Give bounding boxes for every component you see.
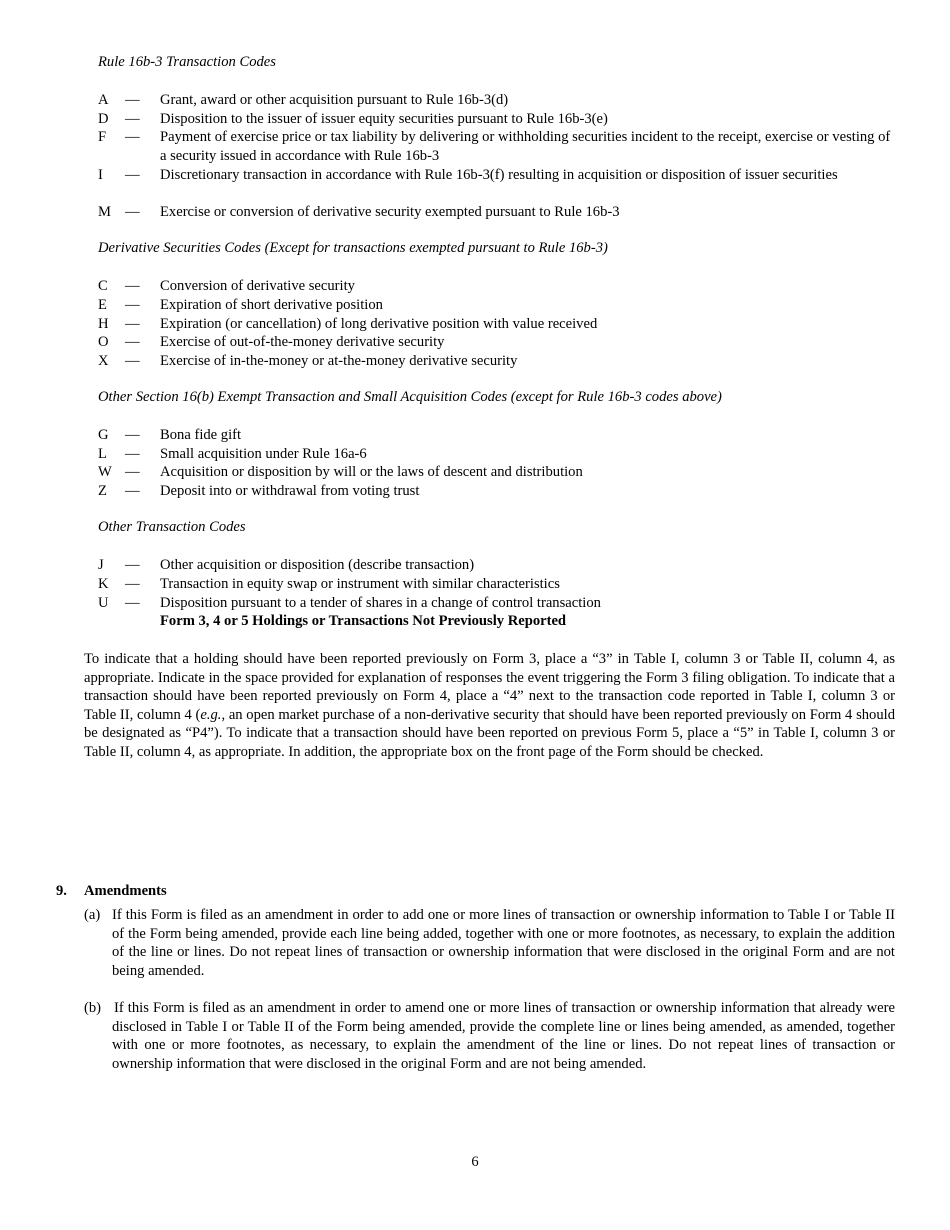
code-row-m (98, 203, 898, 222)
derivative-codes-heading: Derivative Securities Codes (Except for transactions exempted pursuant to Rule 16b-3) (98, 240, 608, 256)
code-dash: — (125, 316, 140, 332)
amendments-section-number: 9. (56, 883, 67, 899)
amendment-label: (a) (84, 907, 101, 923)
code-row-l (98, 445, 898, 464)
exempt-codes-heading: Other Section 16(b) Exempt Transaction and Small Acquisition Codes (except for Rule 16b-3 codes above) (98, 389, 722, 405)
code-letter: H (98, 316, 109, 332)
code-row-k (98, 575, 898, 594)
code-letter: M (98, 204, 111, 220)
code-description: Expiration of short derivative position (160, 297, 383, 313)
code-description: Exercise of out-of-the-money derivative security (160, 334, 445, 350)
code-description: Conversion of derivative security (160, 278, 355, 294)
code-letter: K (98, 576, 109, 592)
code-letter: F (98, 129, 107, 145)
code-row-e (98, 296, 898, 315)
code-description: Disposition pursuant to a tender of shares in a change of control transaction (160, 595, 601, 611)
code-letter: D (98, 111, 109, 127)
code-letter: Z (98, 483, 107, 499)
code-description: Exercise of in-the-money or at-the-money derivative security (160, 353, 518, 369)
code-description: Payment of exercise price or tax liability by delivering or withholding securities incident to the receipt, exercise or vesting of a security issued in accordance with Rule 16b-3 (160, 129, 891, 164)
code-letter: I (98, 167, 103, 183)
code-dash: — (125, 446, 140, 462)
code-dash: — (125, 576, 140, 592)
code-dash: — (125, 334, 140, 350)
code-letter: X (98, 353, 109, 369)
code-dash: — (125, 557, 140, 573)
code-description: Bona fide gift (160, 427, 242, 443)
rule-16b3-heading: Rule 16b-3 Transaction Codes (98, 54, 276, 70)
code-description: Transaction in equity swap or instrument with similar characteristics (160, 576, 560, 592)
code-row-h (98, 315, 898, 334)
code-row-u (98, 594, 898, 613)
code-dash: — (125, 111, 140, 127)
amendment-label: (b) (84, 1000, 102, 1016)
code-dash: — (125, 595, 140, 611)
paragraph-text-part1: To indicate that a holding should have been reported previously on Form 3, place a “3” in Table I, column 3 or Table II, column 4, as appropriate. Indicate in the space provided for explanation of responses the event triggering the Form 3 filing obligation. To indicate that a transaction should have been reported previously on Form 4, place a “4” next to the transaction code reported in Table I, column 3 or Table II, column 4 ( (84, 651, 895, 723)
amendment-text: If this Form is filed as an amendment in order to amend one or more lines of transaction or ownership information that already were disclosed in Table I or Table II of the Form being amended, provide the complete line or lines being amended, as amended, together with one or more footnotes, as necessary, to explain the amendment of the line or lines. Do not repeat lines of transaction or ownership information that were disclosed in the original Form and are not being amended. (112, 1000, 895, 1072)
code-row-x (98, 352, 898, 371)
code-description: Grant, award or other acquisition pursuant to Rule 16b-3(d) (160, 92, 509, 108)
amendments-title: Amendments (84, 883, 167, 899)
code-description: Other acquisition or disposition (describe transaction) (160, 557, 475, 573)
code-row-f (98, 128, 898, 165)
code-letter: G (98, 427, 109, 443)
code-dash: — (125, 129, 140, 145)
code-dash: — (125, 204, 140, 220)
amendment-text: If this Form is filed as an amendment in order to add one or more lines of transaction or ownership information to Table I or Table II of the Form being amended, provide each line being added, together with one or more footnotes, as necessary, to explain the addition of the line or lines. Do not repeat lines of transaction or ownership information that were disclosed in the original Form and are not being amended. (112, 907, 895, 979)
code-description: Expiration (or cancellation) of long derivative position with value received (160, 316, 598, 332)
paragraph-text-part2: , an open market purchase of a non-derivative security that should have been reported previously on Form 4 should be designated as “P4”). To indicate that a transaction should have been reported on previous Form 5, place a “5” in Table I, column 3 or Table II, column 4, as appropriate. In addition, the appropriate box on the front page of the Form should be checked. (84, 706, 895, 760)
code-dash: — (125, 92, 140, 108)
code-letter: A (98, 92, 109, 108)
code-dash: — (125, 483, 140, 499)
not-previously-reported-paragraph (84, 650, 895, 762)
code-row-i (98, 166, 898, 185)
paragraph-eg: e.g. (200, 706, 222, 723)
code-row-g (98, 426, 898, 445)
not-previously-reported-heading: Form 3, 4 or 5 Holdings or Transactions Not Previously Reported (160, 613, 567, 629)
code-letter: L (98, 446, 107, 462)
code-row-c (98, 277, 898, 296)
code-description: Exercise or conversion of derivative security exempted pursuant to Rule 16b-3 (160, 204, 620, 220)
code-row-d (98, 110, 898, 129)
code-row-a (98, 91, 898, 110)
page-number: 6 (471, 1154, 479, 1170)
code-row-j (98, 556, 898, 575)
code-dash: — (125, 278, 140, 294)
code-letter: J (98, 557, 104, 573)
code-row-w (98, 463, 898, 482)
code-letter: U (98, 595, 109, 611)
code-description: Disposition to the issuer of issuer equity securities pursuant to Rule 16b-3(e) (160, 111, 608, 127)
other-codes-heading: Other Transaction Codes (98, 519, 246, 535)
code-letter: W (98, 464, 112, 480)
amendment-item-b (84, 999, 895, 1073)
code-letter: C (98, 278, 108, 294)
code-description: Small acquisition under Rule 16a-6 (160, 446, 367, 462)
code-dash: — (125, 427, 140, 443)
code-dash: — (125, 297, 140, 313)
code-dash: — (125, 167, 140, 183)
code-row-z (98, 482, 898, 501)
code-letter: E (98, 297, 107, 313)
code-description: Discretionary transaction in accordance with Rule 16b-3(f) resulting in acquisition or disposition of issuer securities (160, 167, 838, 183)
code-description: Acquisition or disposition by will or the laws of descent and distribution (160, 464, 583, 480)
code-description: Deposit into or withdrawal from voting trust (160, 483, 420, 499)
code-letter: O (98, 334, 109, 350)
amendment-item-a (84, 906, 895, 980)
code-row-o (98, 333, 898, 352)
code-dash: — (125, 464, 140, 480)
code-dash: — (125, 353, 140, 369)
